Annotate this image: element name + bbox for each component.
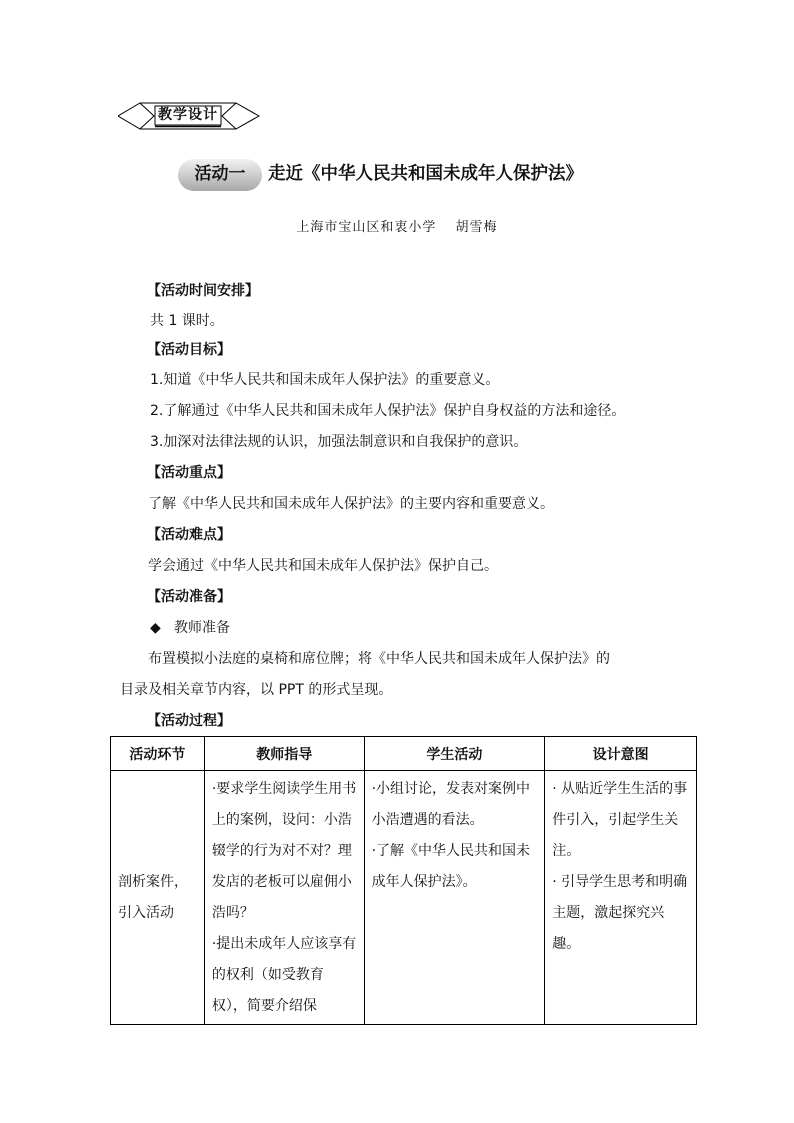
goal-item-3: 3.加深对法律法规的认识，加强法制意识和自我保护的意识。 bbox=[150, 434, 528, 450]
key-body: 了解《中华人民共和国未成年人保护法》的主要内容和重要意义。 bbox=[148, 496, 554, 512]
stage-cell bbox=[111, 771, 205, 1025]
heading-time: 【活动时间安排】 bbox=[147, 283, 259, 299]
col-header-stage: 活动环节 bbox=[111, 737, 205, 771]
student-item-2: ·了解《中华人民共和国未成年人保护法》。 bbox=[371, 843, 531, 890]
prep-body-line-2: 目录及相关章节内容，以 PPT 的形式呈现。 bbox=[120, 682, 393, 698]
stage-line-2: 引入活动 bbox=[118, 904, 174, 921]
heading-key: 【活动重点】 bbox=[147, 465, 231, 481]
diamond-bullet-icon: ◆ bbox=[150, 620, 161, 636]
stage-line-1: 剖析案件， bbox=[118, 873, 188, 890]
teacher-item-2: ·提出未成年人应该享有的权利（如受教育权），简要介绍保 bbox=[211, 936, 357, 1014]
heading-process: 【活动过程】 bbox=[147, 713, 231, 729]
teacher-item-1: ·要求学生阅读学生用书上的案例，设问：小浩辍学的行为对不对？理发店的老板可以雇佣小浩吗？ bbox=[211, 781, 357, 921]
time-body: 共 1 课时。 bbox=[150, 313, 224, 329]
prep-body-line-1: 布置模拟小法庭的桌椅和席位牌；将《中华人民共和国未成年人保护法》的 bbox=[148, 651, 610, 667]
student-item-1: ·小组讨论，发表对案例中小浩遭遇的看法。 bbox=[371, 781, 531, 828]
heading-prep: 【活动准备】 bbox=[147, 589, 231, 605]
teacher-cell bbox=[204, 771, 364, 1025]
author-line: 上海市宝山区和衷小学 胡雪梅 bbox=[296, 220, 498, 235]
col-header-intent: 设计意图 bbox=[545, 737, 697, 771]
page-title bbox=[178, 159, 638, 191]
activity-badge bbox=[178, 159, 262, 191]
goal-item-1: 1.知道《中华人民共和国未成年人保护法》的重要意义。 bbox=[150, 372, 500, 388]
activity-badge-label: 活动一 bbox=[194, 164, 246, 184]
prep-subheading bbox=[150, 618, 230, 638]
student-cell bbox=[364, 771, 545, 1025]
activity-table bbox=[110, 736, 697, 1025]
heading-goals: 【活动目标】 bbox=[147, 342, 231, 358]
section-banner bbox=[118, 102, 260, 130]
title-text: 走近《中华人民共和国未成年人保护法》 bbox=[268, 164, 583, 184]
intent-item-1: · 从贴近学生生活的事件引入，引起学生关注。 bbox=[552, 781, 688, 859]
prep-subheading-label: 教师准备 bbox=[174, 620, 230, 636]
goal-item-2: 2.了解通过《中华人民共和国未成年人保护法》保护自身权益的方法和途径。 bbox=[150, 403, 626, 419]
heading-difficulty: 【活动难点】 bbox=[147, 527, 231, 543]
table-row bbox=[111, 771, 697, 1025]
banner-label: 教学设计 bbox=[158, 107, 218, 123]
intent-cell bbox=[545, 771, 697, 1025]
col-header-student: 学生活动 bbox=[364, 737, 545, 771]
table-header-row bbox=[111, 737, 697, 771]
intent-item-2: · 引导学生思考和明确主题，激起探究兴趣。 bbox=[552, 874, 688, 952]
difficulty-body: 学会通过《中华人民共和国未成年人保护法》保护自己。 bbox=[148, 558, 498, 574]
col-header-teacher: 教师指导 bbox=[204, 737, 364, 771]
